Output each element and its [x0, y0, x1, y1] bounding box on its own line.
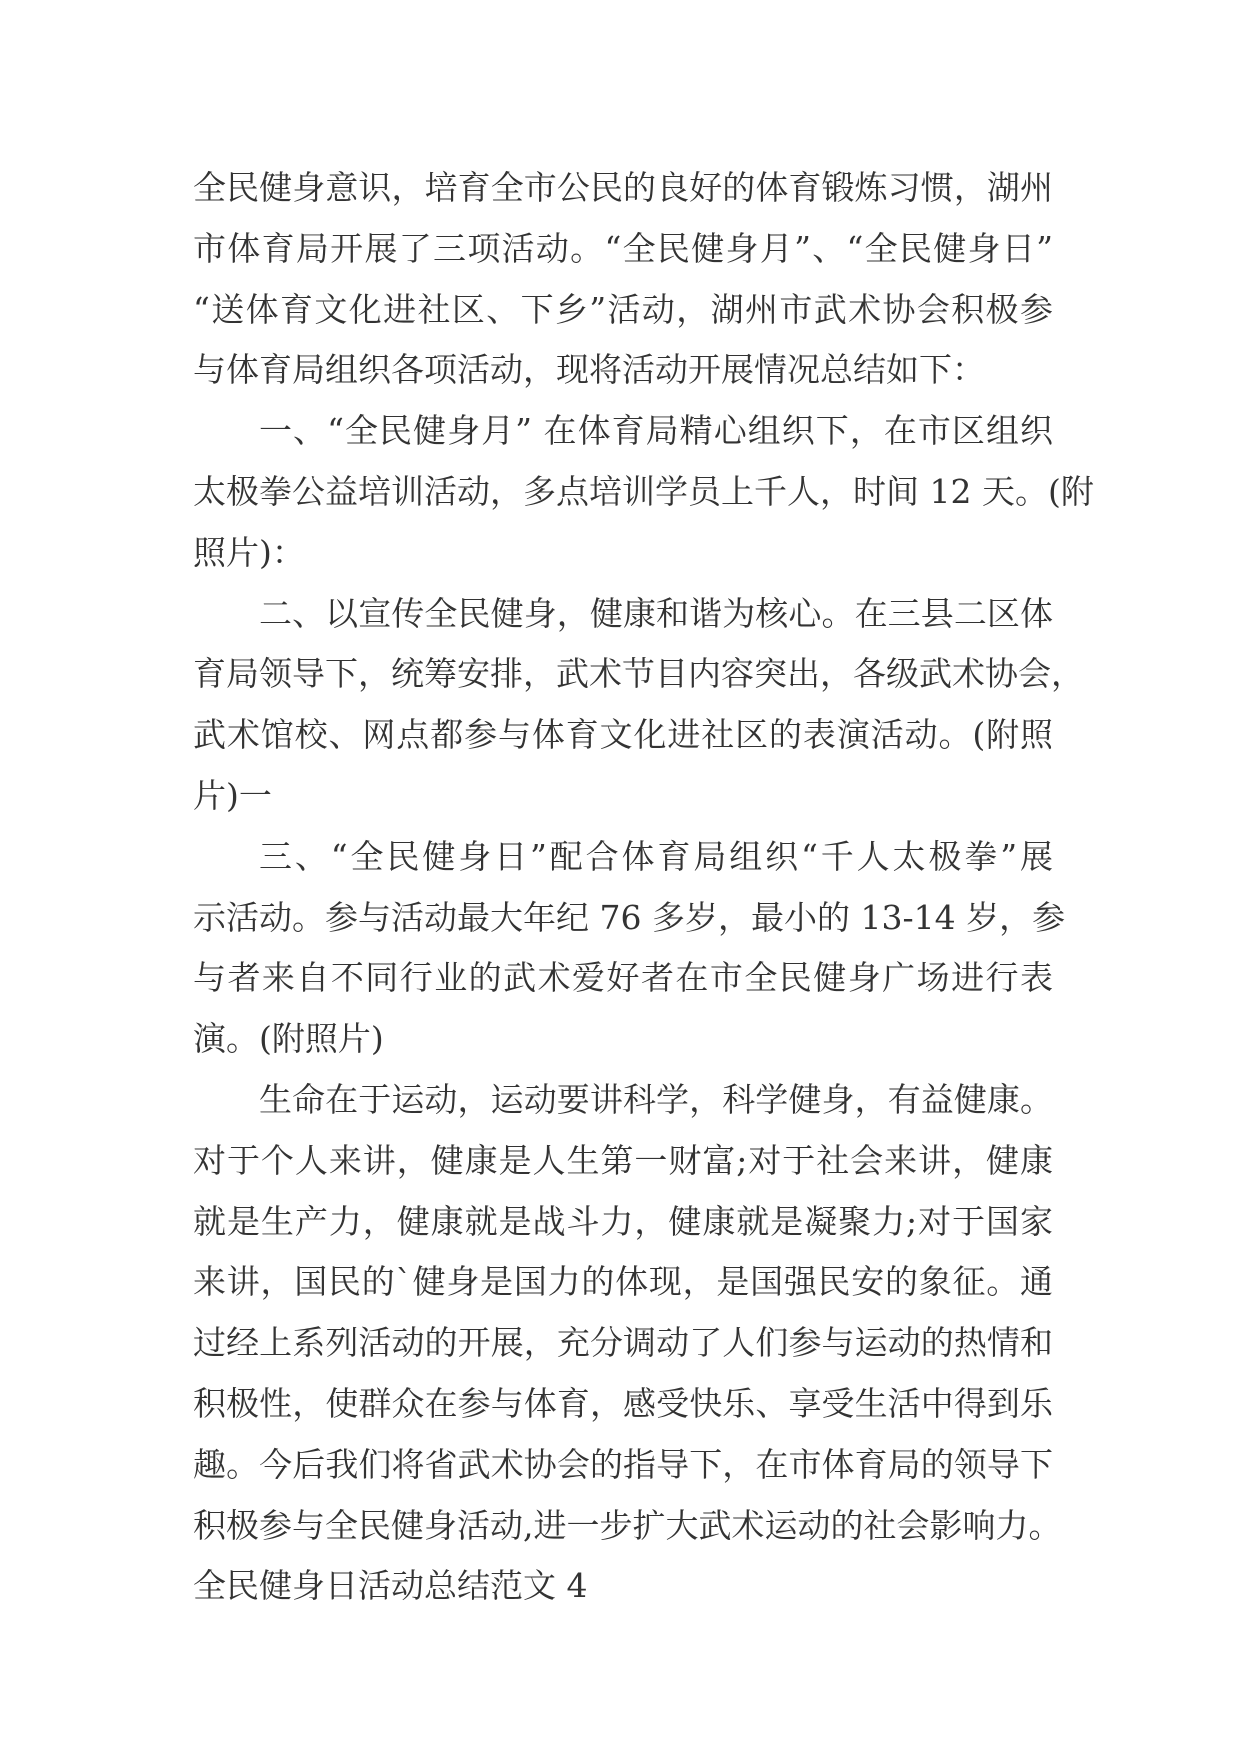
section-1-heading-line: 一、“全民健身月” 在体育局精心组织下，在市区组织: [259, 411, 1053, 451]
text-line: 全民健身意识，培育全市公民的良好的体育锻炼习惯，湖州: [193, 168, 1053, 207]
text-line: 太极拳公益培训活动，多点培训学员上千人，时间 12 天。(附: [193, 471, 1094, 511]
text-line: 积极性，使群众在参与体育，感受快乐、享受生活中得到乐: [193, 1383, 1053, 1423]
text-line: 演。(附照片): [193, 1019, 384, 1059]
text-line: 示活动。参与活动最大年纪 76 多岁，最小的 13-14 岁，参: [193, 897, 1066, 937]
text-line: 片)一: [193, 775, 272, 815]
section-2-heading-line: 二、以宣传全民健身，健康和谐为核心。在三县二区体: [259, 593, 1053, 633]
text-line: 市体育局开展了三项活动。“全民健身月”、“全民健身日”: [193, 228, 1053, 268]
next-article-title: 全民健身日活动总结范文 4: [193, 1566, 588, 1606]
text-line: 照片)：: [193, 532, 305, 572]
text-line: 育局领导下，统筹安排，武术节目内容突出，各级武术协会，: [193, 654, 1084, 694]
text-line: 武术馆校、网点都参与体育文化进社区的表演活动。(附照: [193, 715, 1053, 755]
text-line: “送体育文化进社区、下乡”活动，湖州市武术协会积极参: [193, 289, 1053, 329]
text-line: 与者来自不同行业的武术爱好者在市全民健身广场进行表: [193, 958, 1053, 998]
text-line: 就是生产力，健康就是战斗力，健康就是凝聚力;对于国家: [193, 1201, 1053, 1241]
text-line: 来讲，国民的`健身是国力的体现，是国强民安的象征。通: [193, 1262, 1053, 1302]
conclusion-first-line: 生命在于运动，运动要讲科学，科学健身，有益健康。: [259, 1079, 1053, 1119]
section-3-heading-line: 三、“全民健身日”配合体育局组织“千人太极拳”展: [259, 836, 1053, 876]
document-body: [193, 158, 1094, 1617]
text-line: 积极参与全民健身活动,进一步扩大武术运动的社会影响力。: [193, 1505, 1062, 1545]
text-line: 过经上系列活动的开展，充分调动了人们参与运动的热情和: [193, 1323, 1053, 1363]
text-line: 对于个人来讲，健康是人生第一财富;对于社会来讲，健康: [193, 1140, 1053, 1180]
text-line: 与体育局组织各项活动，现将活动开展情况总结如下：: [193, 350, 985, 390]
text-line: 趣。今后我们将省武术协会的指导下，在市体育局的领导下: [193, 1444, 1053, 1484]
